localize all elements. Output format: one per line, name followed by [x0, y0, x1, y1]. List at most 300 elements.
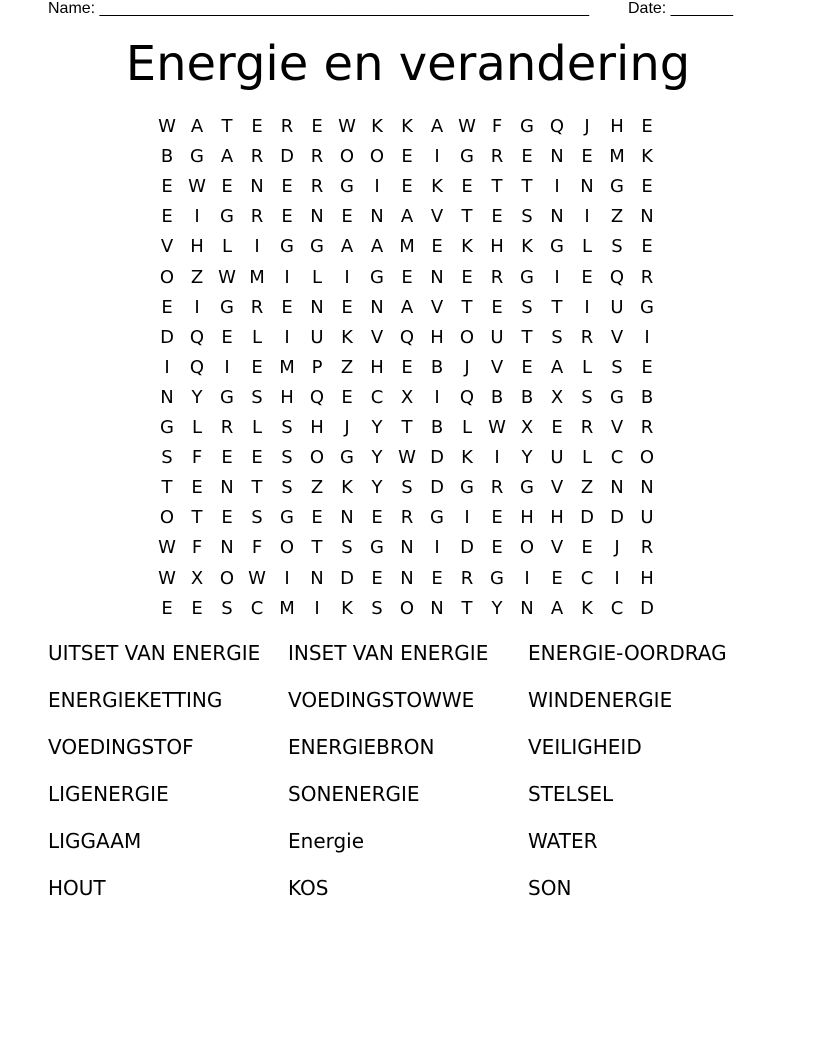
grid-letter: Y	[371, 447, 383, 469]
grid-letter: V	[610, 326, 624, 348]
grid-letter: H	[640, 567, 654, 589]
word-list-item: INSET VAN ENERGIE	[288, 641, 489, 665]
grid-letter: B	[430, 417, 444, 438]
word-list-item: STELSEL	[528, 782, 614, 806]
grid-letter: O	[369, 146, 385, 168]
grid-letter: D	[580, 507, 594, 529]
grid-letter: O	[159, 266, 175, 288]
grid-letter: W	[488, 417, 506, 438]
grid-letter: N	[250, 176, 264, 198]
grid-letter: N	[370, 206, 384, 228]
grid-letter: S	[221, 597, 233, 619]
grid-letter: M	[249, 266, 265, 288]
grid-letter: Y	[491, 597, 503, 619]
grid-letter: E	[251, 447, 263, 469]
page-title: Energie en verandering	[125, 36, 691, 92]
grid-letter: R	[490, 477, 504, 499]
grid-letter: C	[250, 597, 264, 619]
grid-letter: U	[490, 326, 504, 348]
grid-letter: I	[224, 356, 230, 378]
grid-letter: A	[550, 597, 564, 619]
grid-letter: L	[221, 236, 233, 258]
grid-letter: C	[610, 597, 624, 619]
grid-letter: D	[460, 537, 474, 559]
grid-row	[152, 112, 664, 142]
grid-letter: A	[220, 146, 234, 168]
grid-letter: T	[521, 176, 533, 198]
grid-letter: E	[251, 116, 263, 137]
grid-letter: D	[280, 146, 294, 168]
grid-letter: U	[610, 296, 624, 318]
grid-letter: N	[160, 386, 174, 408]
grid-letter: K	[431, 176, 443, 198]
grid-letter: E	[641, 236, 653, 258]
grid-letter: T	[221, 116, 233, 137]
grid-letter: I	[524, 567, 530, 589]
grid-letter: I	[284, 326, 290, 348]
grid-letter: I	[344, 266, 350, 288]
grid-letter: Y	[371, 477, 383, 499]
grid-letter: T	[551, 296, 563, 318]
grid-letter: G	[520, 116, 534, 137]
grid-letter: T	[461, 296, 473, 318]
grid-letter: E	[401, 146, 413, 168]
grid-letter: E	[281, 176, 293, 198]
grid-letter: E	[401, 356, 413, 378]
grid-letter: G	[520, 477, 534, 499]
grid-letter: S	[281, 417, 293, 438]
grid-letter: Z	[190, 266, 204, 288]
grid-letter: I	[644, 326, 650, 348]
grid-letter: G	[460, 146, 474, 168]
grid-letter: W	[458, 116, 476, 137]
grid-letter: Q	[309, 386, 325, 408]
grid-letter: G	[610, 386, 624, 408]
grid-letter: G	[220, 296, 234, 318]
grid-letter: F	[251, 537, 263, 559]
grid-letter: W	[248, 567, 266, 589]
grid-letter: E	[491, 296, 503, 318]
grid-letter: E	[581, 146, 593, 168]
grid-letter: S	[611, 356, 623, 378]
grid-letter: N	[310, 206, 324, 228]
grid-letter: S	[341, 537, 353, 559]
grid-letter: E	[491, 537, 503, 559]
grid-letter: L	[581, 236, 593, 258]
grid-row	[152, 533, 664, 563]
grid-letter: R	[640, 266, 654, 288]
grid-letter: E	[641, 356, 653, 378]
grid-row	[152, 323, 664, 353]
grid-letter: E	[551, 417, 563, 438]
grid-letter: D	[640, 597, 654, 619]
grid-letter: G	[460, 477, 474, 499]
grid-letter: N	[340, 507, 354, 529]
grid-letter: N	[580, 176, 594, 198]
word-list-item: VOEDINGSTOF	[48, 735, 194, 759]
grid-letter: I	[314, 597, 320, 619]
grid-letter: L	[251, 326, 263, 348]
grid-letter: D	[610, 507, 624, 529]
grid-letter: R	[490, 146, 504, 168]
word-list-item: WINDENERGIE	[528, 688, 673, 712]
grid-letter: R	[250, 206, 264, 228]
grid-letter: W	[338, 116, 356, 137]
grid-letter: C	[610, 447, 624, 469]
grid-letter: E	[221, 326, 233, 348]
grid-letter: S	[251, 386, 263, 408]
grid-letter: C	[580, 567, 594, 589]
grid-letter: T	[491, 176, 503, 198]
grid-letter: S	[401, 477, 413, 499]
grid-row	[152, 413, 664, 443]
grid-letter: I	[584, 206, 590, 228]
grid-letter: E	[461, 266, 473, 288]
grid-letter: R	[310, 176, 324, 198]
grid-letter: V	[550, 537, 564, 559]
grid-letter: H	[280, 386, 294, 408]
grid-letter: K	[521, 236, 533, 258]
grid-letter: V	[550, 477, 564, 499]
grid-letter: G	[220, 386, 234, 408]
grid-letter: N	[550, 206, 564, 228]
grid-letter: E	[281, 206, 293, 228]
grid-letter: V	[370, 326, 384, 348]
grid-letter: E	[221, 447, 233, 469]
grid-letter: T	[401, 417, 413, 438]
grid-letter: W	[218, 266, 236, 288]
grid-letter: I	[164, 356, 170, 378]
grid-letter: V	[430, 296, 444, 318]
grid-letter: H	[520, 507, 534, 529]
grid-letter: J	[464, 356, 470, 378]
grid-letter: R	[280, 116, 294, 137]
grid-letter: S	[611, 236, 623, 258]
grid-letter: S	[281, 477, 293, 499]
grid-letter: J	[584, 116, 590, 137]
grid-letter: V	[160, 236, 174, 258]
grid-letter: G	[190, 146, 204, 168]
grid-row	[152, 383, 664, 413]
grid-letter: R	[310, 146, 324, 168]
grid-letter: E	[161, 296, 173, 318]
grid-letter: Q	[459, 386, 475, 408]
word-list-item: KOS	[288, 876, 329, 900]
grid-letter: R	[250, 146, 264, 168]
grid-letter: S	[161, 447, 173, 469]
grid-letter: Q	[189, 356, 205, 378]
grid-letter: T	[311, 537, 323, 559]
grid-row	[152, 503, 664, 533]
grid-letter: M	[609, 146, 625, 168]
grid-letter: G	[550, 236, 564, 258]
grid-letter: I	[434, 146, 440, 168]
grid-letter: W	[158, 116, 176, 137]
grid-letter: L	[581, 356, 593, 378]
grid-letter: I	[464, 507, 470, 529]
grid-letter: E	[641, 176, 653, 198]
grid-letter: G	[370, 266, 384, 288]
grid-letter: Z	[310, 477, 324, 499]
word-list-item: HOUT	[48, 876, 106, 900]
grid-letter: Z	[580, 477, 594, 499]
grid-letter: Q	[609, 266, 625, 288]
grid-letter: I	[284, 567, 290, 589]
word-list-item: ENERGIEKETTING	[48, 688, 223, 712]
grid-letter: I	[434, 386, 440, 408]
grid-row	[152, 473, 664, 503]
grid-letter: T	[461, 206, 473, 228]
grid-letter: E	[341, 206, 353, 228]
name-field-label[interactable]: Name: _______________________________________________________	[48, 0, 589, 17]
grid-letter: U	[310, 326, 324, 348]
grid-letter: O	[159, 507, 175, 529]
grid-letter: G	[490, 567, 504, 589]
grid-letter: N	[430, 597, 444, 619]
grid-letter: K	[341, 477, 353, 499]
grid-letter: J	[614, 537, 620, 559]
grid-letter: U	[640, 507, 654, 529]
grid-letter: A	[400, 206, 414, 228]
word-list-item: WATER	[528, 829, 598, 853]
grid-letter: I	[374, 176, 380, 198]
grid-letter: Z	[340, 356, 354, 378]
grid-letter: L	[461, 417, 473, 438]
grid-letter: E	[191, 477, 203, 499]
grid-row	[152, 172, 664, 202]
grid-letter: W	[158, 537, 176, 559]
grid-letter: E	[371, 507, 383, 529]
word-list-item: VOEDINGSTOWWE	[288, 688, 475, 712]
grid-letter: Q	[399, 326, 415, 348]
grid-letter: I	[254, 236, 260, 258]
grid-letter: D	[340, 567, 354, 589]
grid-letter: E	[401, 266, 413, 288]
grid-letter: E	[581, 266, 593, 288]
grid-letter: O	[519, 537, 535, 559]
header	[48, 0, 748, 20]
grid-letter: R	[250, 296, 264, 318]
grid-letter: N	[310, 296, 324, 318]
word-list-item: LIGENERGIE	[48, 782, 169, 806]
grid-letter: E	[191, 597, 203, 619]
grid-letter: V	[610, 417, 624, 438]
grid-letter: G	[640, 296, 654, 318]
grid-letter: E	[521, 356, 533, 378]
grid-row	[152, 564, 664, 594]
grid-row	[152, 594, 664, 624]
word-list-item: Energie	[288, 829, 365, 853]
grid-letter: R	[400, 507, 414, 529]
grid-letter: I	[194, 206, 200, 228]
grid-letter: N	[430, 266, 444, 288]
grid-letter: E	[371, 567, 383, 589]
word-list-item: ENERGIEBRON	[288, 735, 435, 759]
grid-letter: Q	[549, 116, 565, 137]
grid-letter: Y	[521, 447, 533, 469]
grid-letter: H	[610, 116, 624, 137]
grid-letter: Y	[191, 386, 203, 408]
grid-letter: S	[551, 326, 563, 348]
grid-row	[152, 443, 664, 473]
grid-letter: G	[370, 537, 384, 559]
grid-letter: J	[344, 417, 350, 438]
grid-letter: G	[160, 417, 174, 438]
grid-letter: O	[639, 447, 655, 469]
grid-letter: D	[160, 326, 174, 348]
grid-letter: G	[280, 507, 294, 529]
grid-letter: X	[400, 386, 414, 408]
grid-letter: Q	[189, 326, 205, 348]
grid-letter: S	[281, 447, 293, 469]
grid-letter: O	[219, 567, 235, 589]
grid-letter: H	[430, 326, 444, 348]
grid-letter: R	[640, 417, 654, 438]
grid-letter: E	[161, 206, 173, 228]
grid-letter: V	[490, 356, 504, 378]
grid-letter: E	[491, 206, 503, 228]
grid-letter: S	[521, 206, 533, 228]
grid-letter: E	[551, 567, 563, 589]
grid-row	[152, 353, 664, 383]
grid-row	[152, 293, 664, 323]
grid-letter: R	[490, 266, 504, 288]
grid-letter: R	[460, 567, 474, 589]
grid-letter: E	[161, 176, 173, 198]
grid-letter: O	[309, 447, 325, 469]
grid-letter: I	[494, 447, 500, 469]
grid-letter: E	[221, 176, 233, 198]
grid-row	[152, 202, 664, 232]
grid-letter: N	[220, 537, 234, 559]
grid-letter: E	[251, 356, 263, 378]
grid-letter: E	[311, 116, 323, 137]
grid-letter: K	[461, 236, 473, 258]
grid-letter: N	[610, 477, 624, 499]
grid-letter: G	[340, 447, 354, 469]
word-list-item: SON	[528, 876, 572, 900]
grid-letter: K	[401, 116, 413, 137]
grid-letter: R	[580, 326, 594, 348]
grid-letter: T	[251, 477, 263, 499]
grid-letter: W	[158, 567, 176, 589]
grid-letter: I	[194, 296, 200, 318]
grid-letter: E	[401, 176, 413, 198]
grid-letter: W	[398, 447, 416, 469]
grid-letter: L	[251, 417, 263, 438]
grid-letter: A	[430, 116, 444, 137]
grid-letter: X	[550, 386, 564, 408]
grid-letter: I	[554, 266, 560, 288]
grid-letter: H	[370, 356, 384, 378]
grid-letter: M	[279, 356, 295, 378]
grid-letter: Y	[371, 417, 383, 438]
grid-letter: G	[220, 206, 234, 228]
grid-letter: T	[191, 507, 203, 529]
grid-letter: X	[190, 567, 204, 589]
grid-letter: N	[400, 567, 414, 589]
grid-letter: N	[220, 477, 234, 499]
grid-row	[152, 142, 664, 172]
grid-row	[152, 263, 664, 293]
grid-letter: P	[311, 356, 323, 378]
word-list-item: LIGGAAM	[48, 829, 142, 853]
grid-letter: N	[370, 296, 384, 318]
grid-letter: K	[371, 116, 383, 137]
grid-letter: G	[430, 507, 444, 529]
grid-letter: I	[614, 567, 620, 589]
grid-letter: B	[520, 386, 534, 408]
grid-letter: R	[220, 417, 234, 438]
grid-letter: E	[221, 507, 233, 529]
grid-letter: G	[310, 236, 324, 258]
grid-letter: E	[341, 296, 353, 318]
grid-letter: X	[520, 417, 534, 438]
word-list-item: SONENERGIE	[288, 782, 420, 806]
grid-letter: E	[341, 386, 353, 408]
grid-letter: G	[610, 176, 624, 198]
grid-letter: A	[340, 236, 354, 258]
grid-letter: E	[281, 296, 293, 318]
grid-letter: O	[399, 597, 415, 619]
grid-letter: H	[310, 417, 324, 438]
grid-letter: E	[161, 597, 173, 619]
grid-letter: F	[191, 447, 203, 469]
grid-letter: K	[581, 597, 593, 619]
grid-letter: O	[459, 326, 475, 348]
grid-letter: L	[191, 417, 203, 438]
grid-letter: E	[491, 507, 503, 529]
word-list-item: UITSET VAN ENERGIE	[48, 641, 261, 665]
word-list-item: VEILIGHEID	[528, 735, 642, 759]
grid-letter: L	[311, 266, 323, 288]
grid-letter: N	[310, 567, 324, 589]
grid-letter: A	[370, 236, 384, 258]
grid-letter: E	[581, 537, 593, 559]
grid-letter: R	[640, 537, 654, 559]
grid-letter: G	[280, 236, 294, 258]
grid-letter: E	[461, 176, 473, 198]
grid-letter: E	[431, 567, 443, 589]
grid-letter: N	[640, 206, 654, 228]
grid-letter: M	[399, 236, 415, 258]
grid-letter: E	[521, 146, 533, 168]
grid-letter: Z	[610, 206, 624, 228]
grid-letter: D	[430, 447, 444, 469]
grid-letter: F	[491, 116, 503, 137]
grid-letter: K	[461, 447, 473, 469]
grid-letter: B	[430, 356, 444, 378]
grid-letter: H	[550, 507, 564, 529]
grid-letter: A	[190, 116, 204, 137]
grid-letter: C	[370, 386, 384, 408]
grid-letter: R	[580, 417, 594, 438]
grid-letter: G	[340, 176, 354, 198]
word-search-grid	[152, 112, 664, 624]
word-list-item: ENERGIE-OORDRAG	[528, 641, 727, 665]
date-field-label[interactable]: Date: _______	[628, 0, 733, 17]
grid-row	[152, 232, 664, 262]
grid-letter: D	[430, 477, 444, 499]
grid-letter: M	[279, 597, 295, 619]
grid-letter: E	[431, 236, 443, 258]
grid-letter: V	[430, 206, 444, 228]
grid-letter: A	[400, 296, 414, 318]
grid-letter: N	[640, 477, 654, 499]
grid-letter: E	[311, 507, 323, 529]
grid-letter: E	[641, 116, 653, 137]
grid-letter: H	[190, 236, 204, 258]
